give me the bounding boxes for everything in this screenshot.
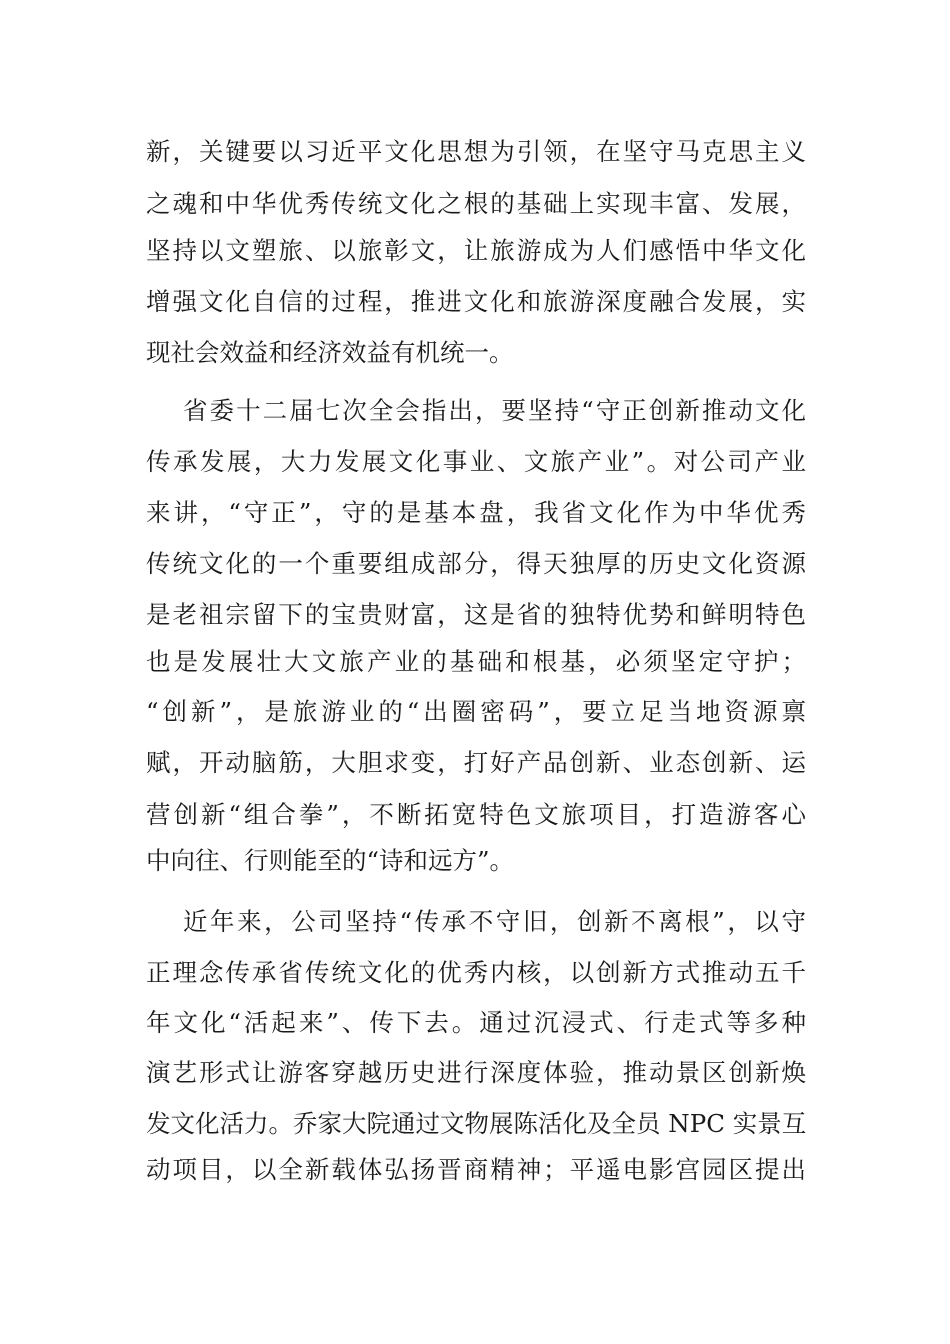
text-line: 年文化“活起来”、传下去。通过沉浸式、行走式等多种 <box>146 1008 806 1037</box>
text-line: 是老祖宗留下的宝贵财富，这是省的独特优势和鲜明特色 <box>146 600 806 629</box>
text-line: 演艺形式让游客穿越历史进行深度体验，推动景区创新焕 <box>146 1058 806 1087</box>
text-line: 省委十二届七次全会指出，要坚持“守正创新推动文化 <box>183 396 806 425</box>
text-line: 也是发展壮大文旅产业的基础和根基，必须坚定守护； <box>146 647 806 676</box>
text-line: 近年来，公司坚持“传承不守旧，创新不离根”，以守 <box>183 907 806 936</box>
text-line: 增强文化自信的过程，推进文化和旅游深度融合发展，实 <box>146 287 806 316</box>
text-line: 传承发展，大力发展文化事业、文旅产业”。对公司产业 <box>146 447 806 476</box>
text-line: 来讲，“守正”，守的是基本盘，我省文化作为中华优秀 <box>146 498 806 527</box>
text-line: 新，关键要以习近平文化思想为引领，在坚守马克思主义 <box>146 137 806 166</box>
text-line: 正理念传承省传统文化的优秀内核，以创新方式推动五千 <box>146 958 806 987</box>
text-line: “创新”，是旅游业的“出圈密码”，要立足当地资源禀 <box>146 697 806 726</box>
text-line: 赋，开动脑筋，大胆求变，打好产品创新、业态创新、运 <box>146 748 806 777</box>
text-line: 传统文化的一个重要组成部分，得天独厚的历史文化资源 <box>146 549 806 578</box>
text-line: 之魂和中华优秀传统文化之根的基础上实现丰富、发展， <box>146 189 806 218</box>
text-line: 中向往、行则能至的“诗和远方”。 <box>146 846 515 875</box>
text-line: 坚持以文塑旅、以旅彰文，让旅游成为人们感悟中华文化 <box>146 236 806 265</box>
text-line: 动项目，以全新载体弘扬晋商精神；平遥电影宫园区提出 <box>146 1155 806 1184</box>
text-line: 营创新“组合拳”，不断拓宽特色文旅项目，打造游客心 <box>146 800 806 829</box>
text-line: 现社会效益和经济效益有机统一。 <box>146 338 514 367</box>
text-line: 发文化活力。乔家大院通过文物展陈活化及全员 NPC 实景互 <box>146 1109 807 1138</box>
